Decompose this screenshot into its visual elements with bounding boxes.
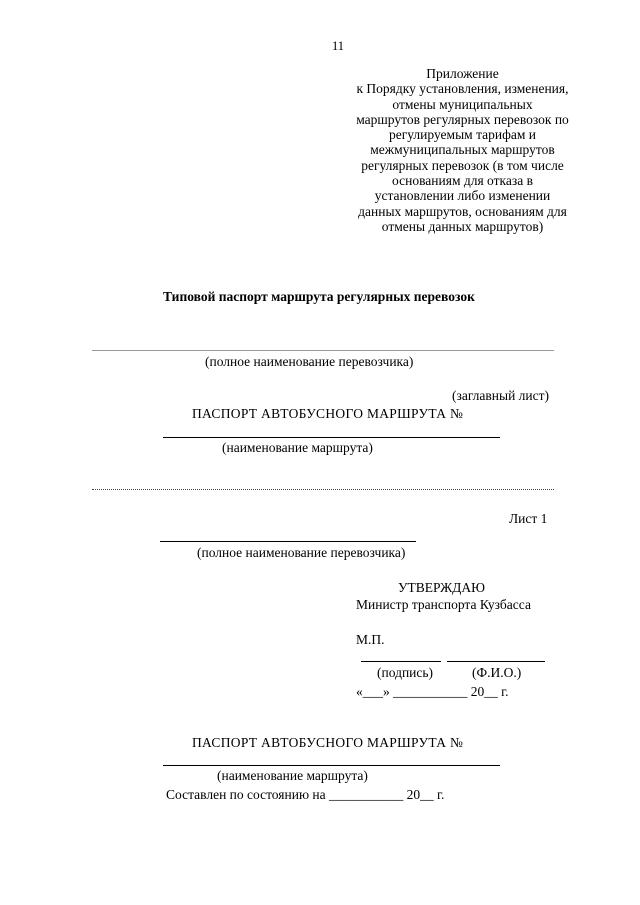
document-title: Типовой паспорт маршрута регулярных перевозок: [163, 289, 475, 304]
page-number: 11: [332, 39, 345, 53]
appendix-line: данных маршрутов, основаниям для: [358, 203, 567, 219]
appendix-line: установлении либо изменении: [374, 188, 551, 204]
carrier-name-line: [160, 541, 416, 542]
passport-heading: ПАСПОРТ АВТОБУСНОГО МАРШРУТА №: [192, 406, 464, 421]
approve-heading: УТВЕРЖДАЮ: [398, 580, 486, 595]
route-name-line: [163, 437, 500, 438]
fio-line: [447, 661, 545, 662]
approver-title: Министр транспорта Кузбасса: [356, 597, 531, 612]
appendix-line: регулируемым тарифам и: [389, 127, 536, 143]
appendix-line: Приложение: [426, 66, 499, 81]
route-name-caption: (наименование маршрута): [217, 768, 368, 783]
carrier-name-caption: (полное наименование перевозчика): [205, 354, 414, 369]
appendix-note: [330, 66, 595, 234]
compiled-as-of: Составлен по состоянию на ___________ 20__ г.: [166, 787, 445, 802]
section-divider: [92, 489, 554, 490]
appendix-line: основаниям для отказа в: [392, 173, 533, 189]
signature-line: [361, 661, 441, 662]
appendix-line: отмены данных маршрутов): [381, 218, 544, 234]
fio-caption: (Ф.И.О.): [472, 665, 522, 680]
appendix-line: маршрутов регулярных перевозок по: [356, 111, 569, 127]
carrier-name-caption: (полное наименование перевозчика): [197, 545, 406, 560]
sheet-1-label: Лист 1: [509, 511, 548, 526]
route-name-caption: (наименование маршрута): [222, 440, 373, 455]
stamp-place: М.П.: [356, 632, 385, 647]
appendix-line: к Порядку установления, изменения,: [356, 81, 569, 97]
approval-date-line: «___» ___________ 20__ г.: [356, 684, 509, 699]
carrier-name-line: [92, 350, 554, 351]
passport-heading: ПАСПОРТ АВТОБУСНОГО МАРШРУТА №: [192, 735, 464, 750]
appendix-line: регулярных перевозок (в том числе: [361, 157, 564, 173]
signature-caption: (подпись): [377, 665, 434, 680]
cover-sheet-label: (заглавный лист): [452, 388, 550, 403]
route-name-line: [163, 765, 500, 766]
appendix-line: отмены муниципальных: [392, 96, 533, 112]
appendix-line: межмуниципальных маршрутов: [370, 142, 555, 158]
